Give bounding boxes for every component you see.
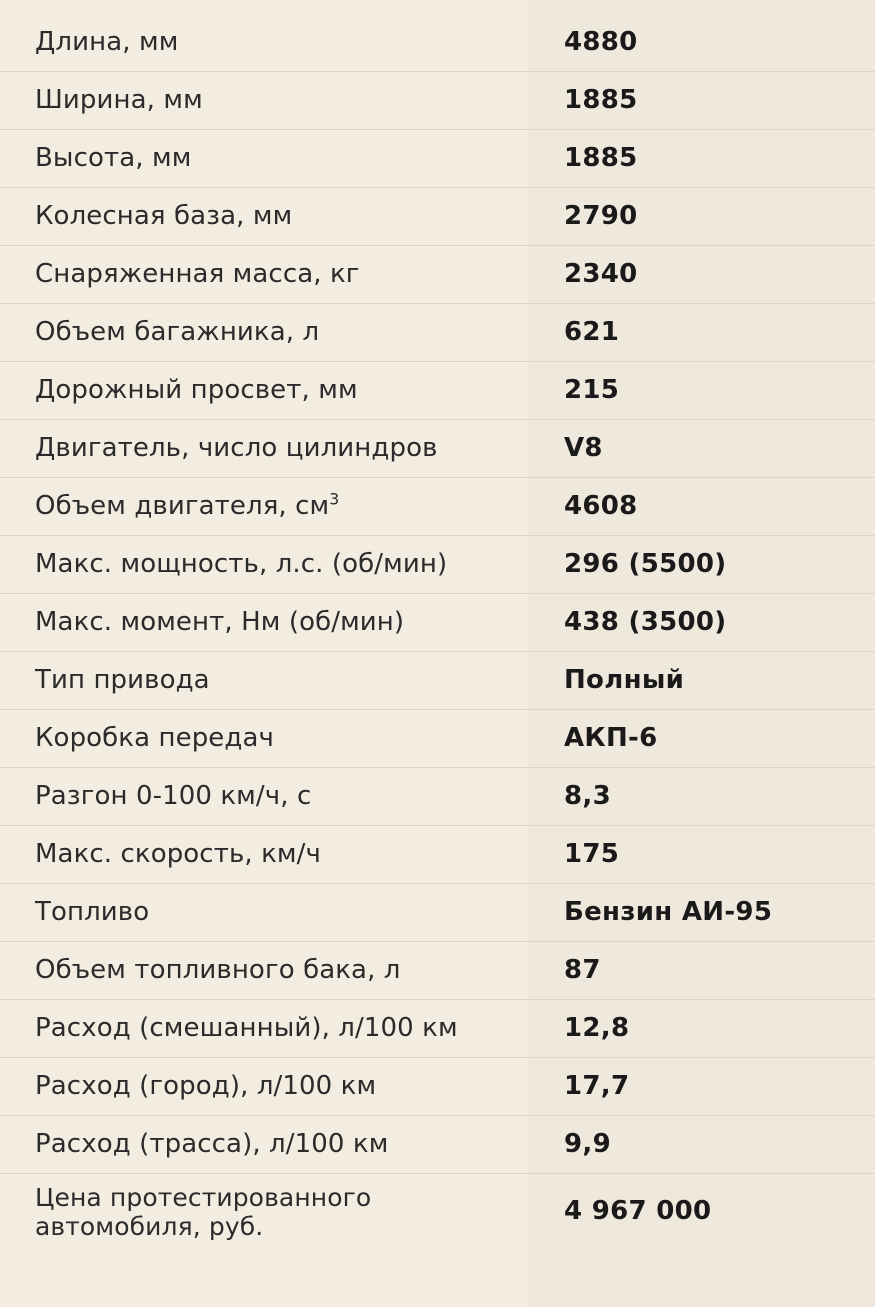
spec-label: Объем топливного бака, л bbox=[35, 954, 401, 985]
spec-label: Расход (смешанный), л/100 км bbox=[35, 1012, 458, 1043]
spec-value: 2340 bbox=[564, 258, 638, 289]
spec-label: Расход (трасса), л/100 км bbox=[35, 1128, 389, 1159]
spec-label bbox=[0, 489, 528, 522]
spec-value: 1885 bbox=[564, 84, 638, 115]
table-row bbox=[0, 826, 875, 884]
table-row bbox=[0, 246, 875, 304]
table-row bbox=[0, 304, 875, 362]
spec-label: Тип привода bbox=[35, 664, 210, 695]
table-row bbox=[0, 768, 875, 826]
table-row bbox=[0, 652, 875, 710]
table-row bbox=[0, 478, 875, 536]
table-row bbox=[0, 884, 875, 942]
spec-label-superscript: 3 bbox=[329, 489, 340, 508]
spec-label: Снаряженная масса, кг bbox=[35, 258, 360, 289]
spec-label: Объем багажника, л bbox=[35, 316, 320, 347]
spec-value: 621 bbox=[564, 316, 620, 347]
table-row bbox=[0, 1174, 875, 1250]
table-row bbox=[0, 72, 875, 130]
spec-value: АКП-6 bbox=[564, 722, 658, 753]
spec-value: Бензин АИ-95 bbox=[564, 896, 773, 927]
table-row bbox=[0, 1000, 875, 1058]
spec-value: Полный bbox=[564, 664, 685, 695]
spec-label: Двигатель, число цилиндров bbox=[35, 432, 438, 463]
spec-label: Колесная база, мм bbox=[35, 200, 293, 231]
spec-label: Высота, мм bbox=[35, 142, 192, 173]
spec-value: 4608 bbox=[564, 490, 638, 521]
spec-value: 2790 bbox=[564, 200, 638, 231]
table-row bbox=[0, 942, 875, 1000]
spec-value: 438 (3500) bbox=[564, 606, 727, 637]
table-row bbox=[0, 188, 875, 246]
spec-value: 87 bbox=[564, 954, 601, 985]
spec-value: 296 (5500) bbox=[564, 548, 727, 579]
table-row bbox=[0, 710, 875, 768]
spec-value: 175 bbox=[564, 838, 620, 869]
spec-label: Макс. скорость, км/ч bbox=[35, 838, 321, 869]
spec-label: Длина, мм bbox=[35, 26, 179, 57]
spec-label: Макс. момент, Нм (об/мин) bbox=[35, 606, 405, 637]
spec-label: Коробка передач bbox=[35, 722, 274, 753]
spec-label: Цена протестированного автомобиля, руб. bbox=[35, 1183, 372, 1241]
spec-value: 17,7 bbox=[564, 1070, 630, 1101]
spec-value: 215 bbox=[564, 374, 620, 405]
spec-label: Расход (город), л/100 км bbox=[35, 1070, 377, 1101]
spec-value: 8,3 bbox=[564, 780, 611, 811]
table-row bbox=[0, 1116, 875, 1174]
spec-label: Ширина, мм bbox=[35, 84, 203, 115]
spec-label-text: Объем двигателя, см bbox=[35, 490, 330, 521]
spec-label: Дорожный просвет, мм bbox=[35, 374, 358, 405]
spec-value: 9,9 bbox=[564, 1128, 611, 1159]
table-row bbox=[0, 14, 875, 72]
spec-label: Разгон 0-100 км/ч, с bbox=[35, 780, 312, 811]
table-row bbox=[0, 594, 875, 652]
spec-value: V8 bbox=[564, 432, 603, 463]
table-row bbox=[0, 130, 875, 188]
table-row bbox=[0, 536, 875, 594]
spec-value: 12,8 bbox=[564, 1012, 630, 1043]
table-row bbox=[0, 362, 875, 420]
spec-label: Макс. мощность, л.с. (об/мин) bbox=[35, 548, 448, 579]
table-row bbox=[0, 420, 875, 478]
spec-value: 4 967 000 bbox=[564, 1196, 712, 1227]
spec-value: 1885 bbox=[564, 142, 638, 173]
spec-label: Топливо bbox=[35, 896, 150, 927]
spec-value: 4880 bbox=[564, 26, 638, 57]
table-row bbox=[0, 1058, 875, 1116]
